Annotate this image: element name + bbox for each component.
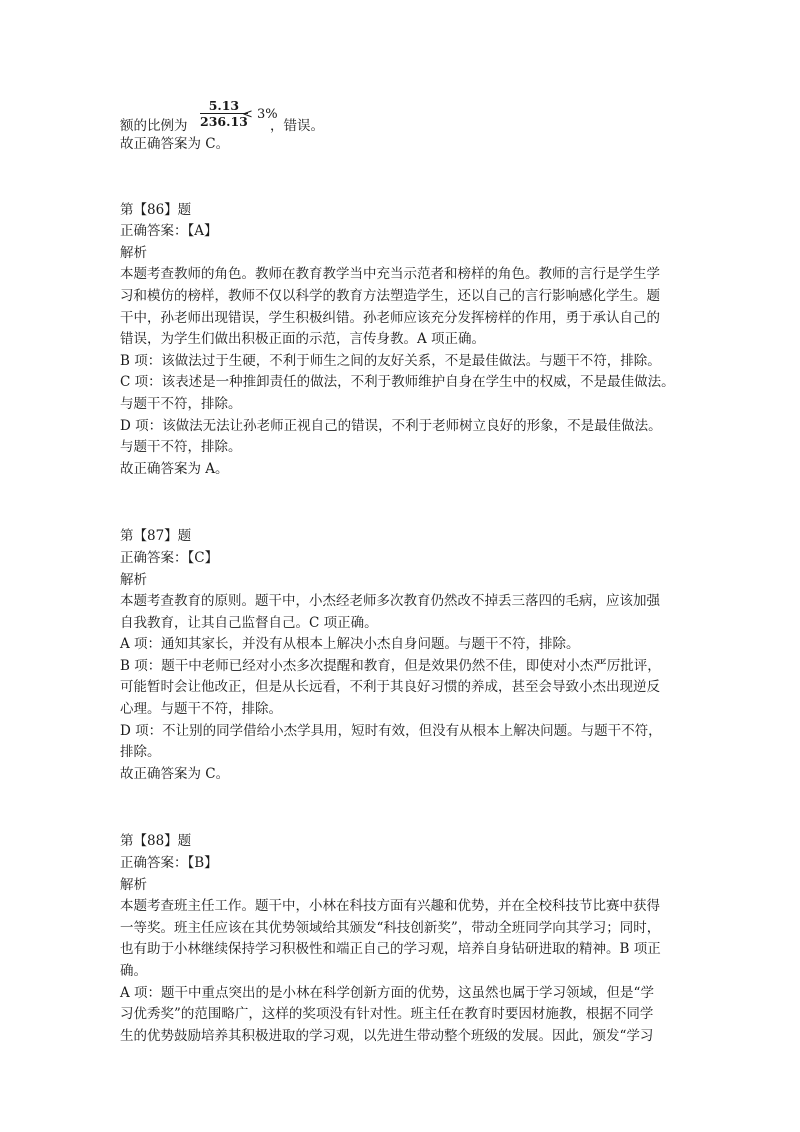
analysis-line: A 项：通知其家长，并没有从根本上解决小杰自身问题。与题干不符，排除。 (120, 636, 580, 653)
analysis-line: 心理。与题干不符，排除。 (120, 701, 282, 718)
analysis-line: 一等奖。班主任应该在其优势领域给其颁发“科技创新奖”，带动全班同学向其学习；同时， (120, 919, 661, 936)
question-87 (120, 526, 685, 785)
fraction (200, 98, 248, 129)
analysis-line: B 项：题干中老师已经对小杰多次提醒和教育，但是效果仍然不佳，即使对小杰严厉批评， (120, 657, 661, 674)
analysis-line: 可能暂时会让他改正，但是从长远看，不利于其良好习惯的养成，甚至会导致小杰出现逆反 (120, 679, 660, 696)
question-title: 第【88】题 (120, 833, 192, 850)
fraction-denominator: 236.13 (200, 114, 248, 129)
analysis-line: 排除。 (120, 744, 161, 761)
analysis-line: 本题考查教育的原则。题干中，小杰经老师多次教育仍然改不掉丢三落四的毛病，应该加强 (120, 593, 660, 610)
analysis-line: 确。 (120, 963, 147, 979)
analysis-line: D 项：该做法无法让孙老师正视自己的错误，不利于老师树立良好的形象，不是最佳做法。 (120, 417, 662, 434)
analysis-line: 习和模仿的榜样，教师不仅以科学的教育方法塑造学生，还以自己的言行影响感化学生。题 (120, 287, 660, 304)
analysis-label: 解析 (120, 571, 147, 588)
analysis-line: 自我教育，让其自己监督自己。C 项正确。 (120, 614, 378, 631)
ratio-line (120, 98, 685, 134)
ratio-prefix: 额的比例为 (120, 118, 188, 134)
comparison: < 3% (242, 107, 278, 122)
ratio-suffix: ，错误。 (270, 118, 324, 134)
analysis-line: 也有助于小林继续保持学习积极性和端正自己的学习观，培养自身钻研进取的精神。B 项正 (120, 941, 661, 958)
analysis-line: 与题干不符，排除。 (120, 439, 242, 456)
correct-answer: 正确答案：【C】 (120, 549, 219, 566)
analysis-line: 干中，孙老师出现错误，学生积极纠错。孙老师应该充分发挥榜样的作用，勇于承认自己的 (120, 309, 660, 326)
question-title: 第【86】题 (120, 201, 192, 218)
correct-answer: 正确答案：【A】 (120, 223, 218, 240)
question-86 (120, 200, 685, 481)
analysis-line: A 项：题干中重点突出的是小林在科学创新方面的优势，这虽然也属于学习领域，但是“学 (120, 984, 654, 1001)
document-page (120, 98, 685, 1047)
intro-conclusion: 故正确答案为 C。 (120, 136, 230, 152)
analysis-label: 解析 (120, 244, 147, 261)
analysis-line: C 项：该表述是一种推卸责任的做法，不利于教师维护自身在学生中的权威，不是最佳做法。 (120, 374, 675, 391)
fraction-numerator: 5.13 (200, 98, 248, 114)
analysis-line: D 项：不让别的同学借给小杰学具用，短时有效，但没有从根本上解决问题。与题干不符， (120, 722, 662, 739)
question-title: 第【87】题 (120, 528, 192, 545)
analysis-conclusion: 故正确答案为 C。 (120, 765, 230, 782)
analysis-line: 与题干不符，排除。 (120, 395, 242, 412)
analysis-label: 解析 (120, 876, 147, 893)
analysis-line: 本题考查教师的角色。教师在教育教学当中充当示范者和榜样的角色。教师的言行是学生学 (120, 266, 660, 283)
question-88 (120, 831, 685, 1047)
analysis-line: 习优秀奖”的范围略广，这样的奖项没有针对性。班主任在教育时要因材施教，根据不同学 (120, 1006, 654, 1023)
analysis-line: 本题考查班主任工作。题干中，小林在科技方面有兴趣和优势，并在全校科技节比赛中获得 (120, 898, 660, 915)
analysis-line: 错误，为学生们做出积极正面的示范，言传身教。A 项正确。 (120, 331, 486, 348)
analysis-line: 生的优势鼓励培养其积极进取的学习观，以先进生带动整个班级的发展。因此，颁发“学习 (120, 1027, 654, 1044)
correct-answer: 正确答案：【B】 (120, 855, 218, 872)
analysis-conclusion: 故正确答案为 A。 (120, 460, 229, 477)
analysis-line: B 项：该做法过于生硬，不利于师生之间的友好关系，不是最佳做法。与题干不符，排除。 (120, 352, 661, 369)
